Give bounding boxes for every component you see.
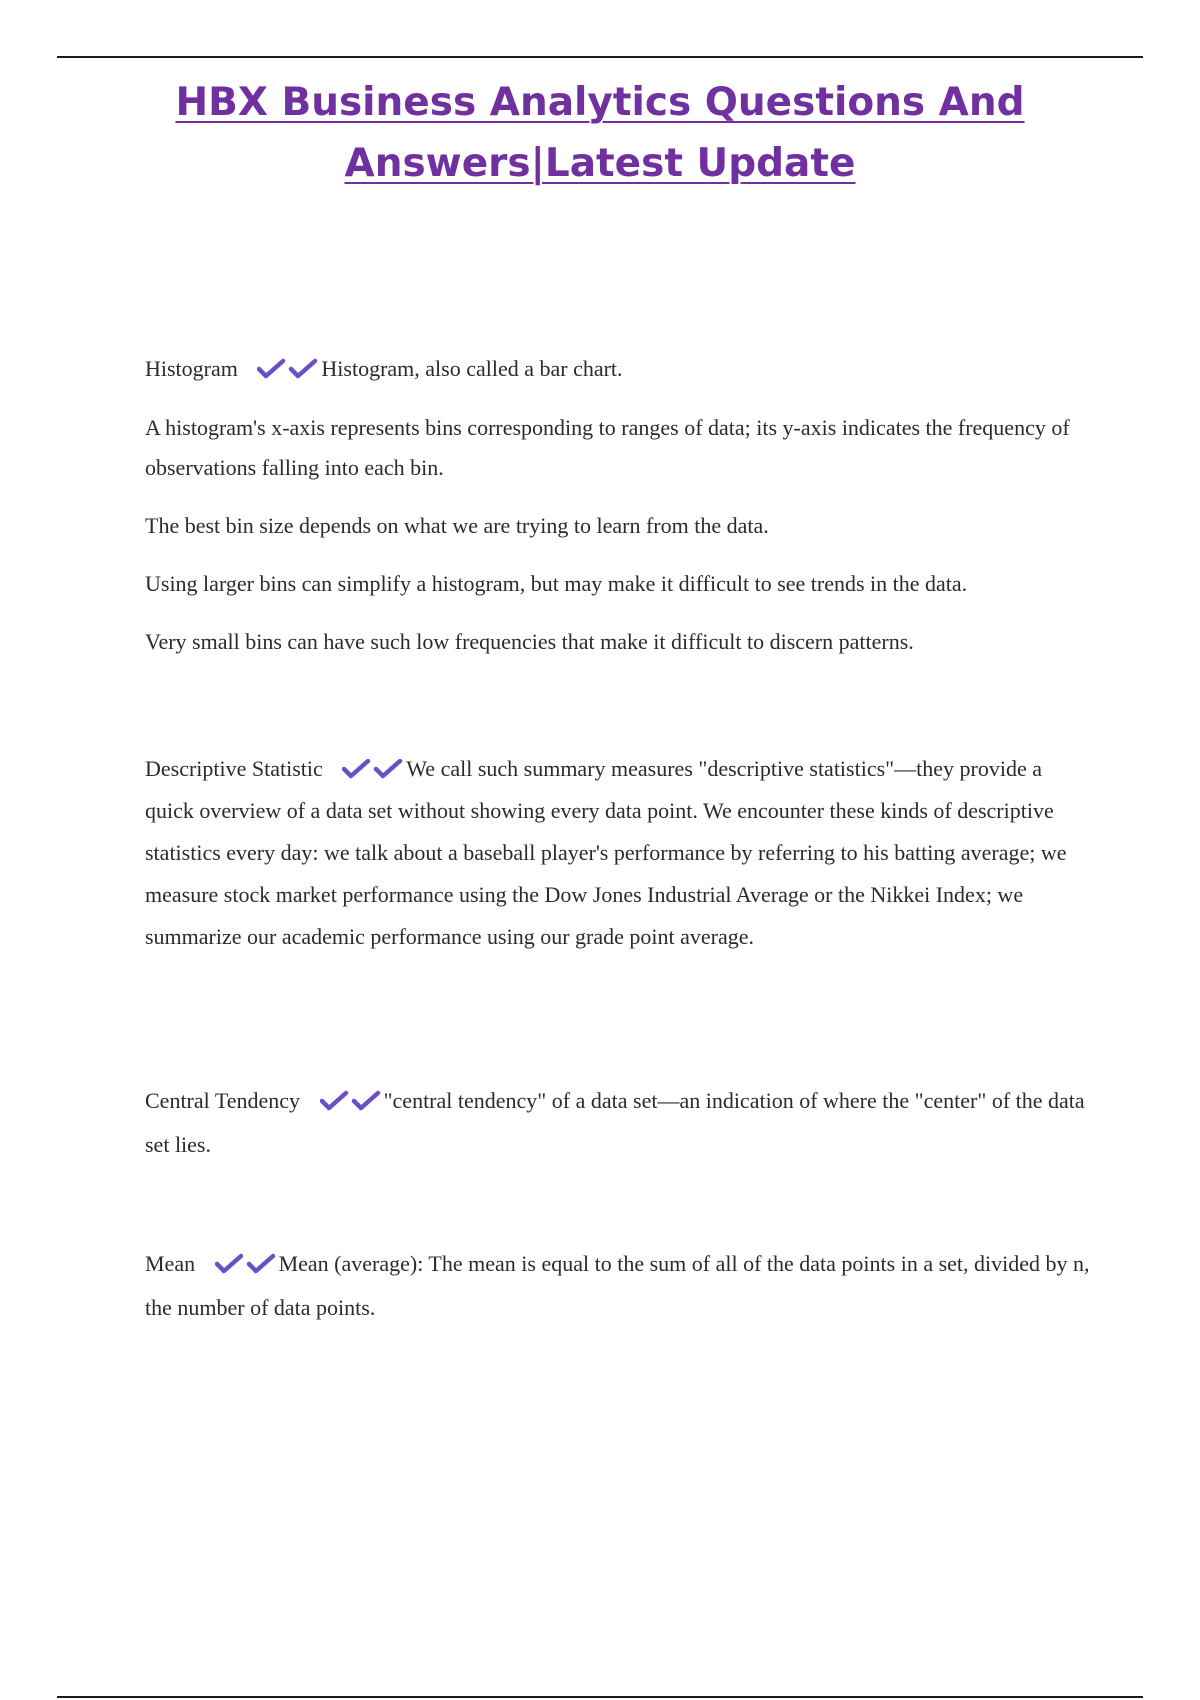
document-title [150,72,1050,194]
entry-answer: Histogram, also called a bar chart. [321,356,623,381]
double-check-icon [320,1090,382,1112]
entry-headline [145,748,1090,958]
entry-headline [145,1242,1090,1330]
double-check-icon [342,758,404,780]
entry-term: Descriptive Statistic [145,756,323,781]
entry-answer: Mean (average): The mean is equal to the sum of all of the data points in a set, divided by n, the number of data points. [145,1251,1090,1320]
bottom-rule [57,1696,1143,1698]
double-check-icon [257,358,319,380]
paragraph: Using larger bins can simplify a histogram, but may make it difficult to see trends in the data. [145,571,968,596]
entry-headline [145,1079,1090,1167]
entry-histogram [145,352,1090,680]
paragraph: Very small bins can have such low frequencies that make it difficult to discern patterns. [145,629,914,654]
entry-answer: We call such summary measures "descriptive statistics"—they provide a quick overview of a data set without showing every data point. We encounter these kinds of descriptive statistics every day: we talk about a baseball player's performance by referring to his batting average; we measure stock market performance using the Dow Jones Industrial Average or the Nikkei Index; we summarize our academic performance using our grade point average. [145,756,1067,949]
entry-term: Histogram [145,356,238,381]
entry-central-tendency [145,1079,1090,1167]
title-line-1: HBX Business Analytics Questions And [175,80,1025,125]
paragraph: A histogram's x-axis represents bins corresponding to ranges of data; its y-axis indicates the frequency of observations falling into each bin. [145,415,1070,480]
entry-mean [145,1242,1090,1330]
entry-headline [145,352,1090,386]
double-check-icon [215,1253,277,1275]
entry-term: Central Tendency [145,1088,301,1113]
title-line-2: Answers|Latest Update [344,141,856,186]
entry-descriptive-statistic [145,748,1090,958]
entry-term: Mean [145,1251,196,1276]
entry-answer: "central tendency" of a data set—an indication of where the "center" of the data set lies. [145,1088,1085,1157]
top-rule [57,56,1143,58]
paragraph: The best bin size depends on what we are trying to learn from the data. [145,513,769,538]
